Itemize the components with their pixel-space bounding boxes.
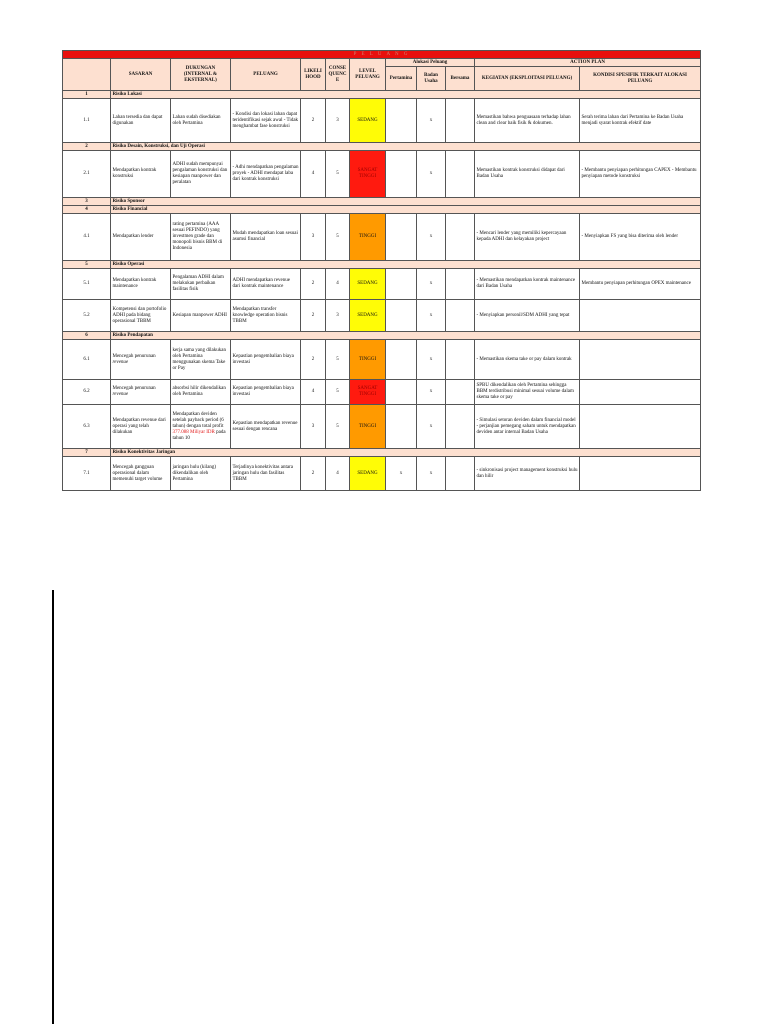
cell-badan-usaha: x — [417, 300, 446, 332]
cell-kegiatan: - Menyiapkan personil/SDM ADHI yang tepat — [475, 300, 580, 332]
cell-pertamina — [386, 405, 417, 449]
cell-kondisi — [580, 380, 701, 405]
cell-sasaran: Mendapatkan revenue dari operasi yang telah dilakukan — [111, 405, 171, 449]
dukungan-text-end: pada tahun 10 — [172, 429, 226, 441]
cell-sasaran: Mendapatkan kontrak konstruksi — [111, 151, 171, 198]
cell-pertamina — [386, 214, 417, 261]
category-number: 4 — [63, 206, 111, 214]
table-row — [63, 269, 701, 300]
table-row — [63, 457, 701, 491]
cell-consequence: 4 — [326, 457, 350, 491]
cell-likelihood: 2 — [301, 457, 326, 491]
header-pertamina: Pertamina — [386, 67, 417, 91]
cell-likelihood: 4 — [301, 380, 326, 405]
cell-bersama — [446, 340, 475, 380]
cell-bersama — [446, 380, 475, 405]
header-sasaran: SASARAN — [111, 59, 171, 91]
cell-peluang: ADHI mendapatkan revenue dari kontrak maintenance — [231, 269, 301, 300]
cell-peluang: Kepastian mendapatkan revenue sesuai dengan rencana — [231, 405, 301, 449]
cell-pertamina — [386, 300, 417, 332]
cell-peluang: Mendapatkan transfer knowledge operation bisnis TBBM — [231, 300, 301, 332]
cell-consequence: 5 — [326, 151, 350, 198]
category-number: 7 — [63, 449, 111, 457]
cell-badan-usaha: x — [417, 151, 446, 198]
level-badge: SEDANG — [350, 99, 386, 143]
table-row — [63, 340, 701, 380]
cell-badan-usaha: x — [417, 99, 446, 143]
cell-kondisi: - Membantu penyiapan perhitungan CAPEX - Membantu penyiapan metode konstruksi — [580, 151, 701, 198]
cell-dukungan: rating pertamina (AAA sesuai PEFINDO) yang investmen grade dan monopoli bisnis BBM di Indonesia — [171, 214, 231, 261]
table-row — [63, 380, 701, 405]
cell-consequence: 4 — [326, 269, 350, 300]
cell-badan-usaha: x — [417, 214, 446, 261]
cell-peluang: - Adhi mendapatkan pengalaman proyek - ADHI mendapat laba dari kontrak konstruksi — [231, 151, 301, 198]
cell-peluang: Kepastian pengembalian biaya investasi — [231, 340, 301, 380]
row-number: 4.1 — [63, 214, 111, 261]
header-alokasi-group: Alokasi Peluang — [386, 59, 475, 67]
sasaran-emphasis: revenue — [112, 359, 129, 365]
peluang-table — [62, 50, 701, 491]
cell-pertamina — [386, 269, 417, 300]
cell-sasaran — [111, 340, 171, 380]
category-row — [63, 206, 701, 214]
level-badge: SEDANG — [350, 269, 386, 300]
cell-pertamina — [386, 380, 417, 405]
cell-peluang: Mudah mendapatkan loan sesuai asumsi financial — [231, 214, 301, 261]
cell-dukungan: absorbsi hilir dikendalikan oleh Pertamina — [171, 380, 231, 405]
cell-sasaran: Mencegah gangguan operasional dalam memenuhi target volume — [111, 457, 171, 491]
header-row-1 — [63, 59, 701, 67]
category-row — [63, 198, 701, 206]
category-number: 1 — [63, 91, 111, 99]
cell-consequence: 3 — [326, 99, 350, 143]
cell-consequence: 5 — [326, 380, 350, 405]
cell-likelihood: 2 — [301, 300, 326, 332]
category-number: 3 — [63, 198, 111, 206]
cell-badan-usaha: x — [417, 340, 446, 380]
category-number: 2 — [63, 143, 111, 151]
cell-dukungan: Kesiapan manpower ADHI — [171, 300, 231, 332]
cell-likelihood: 2 — [301, 340, 326, 380]
category-row — [63, 449, 701, 457]
cell-bersama — [446, 151, 475, 198]
category-label: Risiko Lokasi — [111, 91, 701, 99]
cell-dukungan: kerja sama yang dilakukan oleh Pertamina menggunakan skema Take or Pay — [171, 340, 231, 380]
header-badan-usaha: Badan Usaha — [417, 67, 446, 91]
cell-kondisi: - Menyiapkan FS yang bisa diterima oleh lender — [580, 214, 701, 261]
cell-peluang: - Kondisi dan lokasi lahan dapat teridentifikasi sejak awal - Tidak menghambat fase konstruksi — [231, 99, 301, 143]
cell-kegiatan: Memastikan bahwa penguasaan terhadap lahan clean and clear baik fisik & dokumen. — [475, 99, 580, 143]
banner-row — [63, 51, 701, 59]
cell-kegiatan: - sinkronisasi project management konstruksi hulu dan hilir — [475, 457, 580, 491]
category-number: 5 — [63, 261, 111, 269]
level-badge: TINGGI — [350, 340, 386, 380]
cell-kegiatan: - Simulasi setoran deviden dalam financial model - perjanjian pemegang saham untuk mendapatkan deviden antar internal Badan Usaha — [475, 405, 580, 449]
cell-kondisi — [580, 300, 701, 332]
header-kondisi: KONDISI SPESIFIK TERKAIT ALOKASI PELUANG — [580, 67, 701, 91]
level-badge: SANGAT TINGGI — [350, 151, 386, 198]
cell-badan-usaha: x — [417, 457, 446, 491]
cell-badan-usaha: x — [417, 380, 446, 405]
level-badge: SEDANG — [350, 300, 386, 332]
cell-dukungan: jaringan hulu (kilang) dikendalikan oleh Pertamina — [171, 457, 231, 491]
row-number: 6.1 — [63, 340, 111, 380]
cell-dukungan: ADHI sudah mempunyai pengalaman konstruksi dan kesiapan manpower dan peralatan — [171, 151, 231, 198]
category-label: Risiko Financial — [111, 206, 701, 214]
cell-kegiatan: - Memastikan mendapatkan kontrak maintenance dari Badan Usaha — [475, 269, 580, 300]
table-row — [63, 99, 701, 143]
row-number: 5.1 — [63, 269, 111, 300]
cell-consequence: 3 — [326, 300, 350, 332]
cell-kegiatan: - Memastikan skema take or pay dalam kontrak — [475, 340, 580, 380]
cell-pertamina: x — [386, 457, 417, 491]
cell-dukungan — [171, 405, 231, 449]
cell-peluang: Kepastian pengembalian biaya investasi — [231, 380, 301, 405]
cell-bersama — [446, 405, 475, 449]
cell-kondisi: Membantu penyiapan perhitungan OPEX maintenance — [580, 269, 701, 300]
category-label: Risiko Operasi — [111, 261, 701, 269]
cell-kegiatan: SPBU dikendalikan oleh Pertamina sehingga BBM terdistribusi minimal sesuai volume dalam skema take or pay — [475, 380, 580, 405]
row-number: 1.1 — [63, 99, 111, 143]
header-bersama: Bersama — [446, 67, 475, 91]
sasaran-emphasis: revenue — [112, 392, 129, 397]
cell-bersama — [446, 214, 475, 261]
cell-bersama — [446, 99, 475, 143]
cell-consequence: 5 — [326, 405, 350, 449]
category-label: Risiko Desain, Konstruksi, dan Uji Operasi — [111, 143, 701, 151]
level-badge: SANGAT TINGGI — [350, 380, 386, 405]
table-row — [63, 405, 701, 449]
cell-pertamina — [386, 99, 417, 143]
header-level: LEVEL PELUANG — [350, 59, 386, 91]
cell-sasaran: Mendapatkan kontrak maintenance — [111, 269, 171, 300]
header-action-plan: ACTION PLAN — [475, 59, 701, 67]
cell-badan-usaha: x — [417, 269, 446, 300]
cell-bersama — [446, 269, 475, 300]
category-row — [63, 332, 701, 340]
cell-kondisi — [580, 457, 701, 491]
table-row — [63, 151, 701, 198]
cell-badan-usaha: x — [417, 405, 446, 449]
header-consequence: CONSE QUENC E — [326, 59, 350, 91]
cell-kondisi — [580, 340, 701, 380]
category-number: 6 — [63, 332, 111, 340]
header-peluang: PELUANG — [231, 59, 301, 91]
category-label: Risiko Konektivitas Jaringan — [111, 449, 701, 457]
cell-pertamina — [386, 340, 417, 380]
category-label: Risiko Pendapatan — [111, 332, 701, 340]
dukungan-text: Mendapatkan deviden setelah payback period (6 tahun) dengan total profit — [172, 411, 224, 429]
cell-kondisi: Serah terima lahan dari Pertamina ke Badan Usaha menjadi syarat kontrak efektif date — [580, 99, 701, 143]
cell-dukungan: Lahan sudah disediakan oleh Pertamina — [171, 99, 231, 143]
profit-amount: 377.088 Miliyar IDR — [172, 429, 215, 435]
row-number: 5.2 — [63, 300, 111, 332]
cell-sasaran — [111, 380, 171, 405]
table-row — [63, 214, 701, 261]
cell-kegiatan: - Mencari lender yang memiliki kepercayaan kepada ADHI dan kelayakan project — [475, 214, 580, 261]
cell-sasaran: Lahan tersedia dan dapat digunakan — [111, 99, 171, 143]
cell-sasaran: Kompetensi dan portofolio ADHI pada bidang operasional TBBM — [111, 300, 171, 332]
header-dukungan: DUKUNGAN (INTERNAL & EKSTERNAL) — [171, 59, 231, 91]
sasaran-text: Mencegah penurunan — [112, 353, 156, 359]
level-badge: SEDANG — [350, 457, 386, 491]
header-no — [63, 59, 111, 91]
cell-bersama — [446, 300, 475, 332]
cell-dukungan: Pengalaman ADHI dalam melakukan perbaikan fasilitas fisik — [171, 269, 231, 300]
level-badge: TINGGI — [350, 405, 386, 449]
category-row — [63, 261, 701, 269]
row-number: 2.1 — [63, 151, 111, 198]
cell-likelihood: 3 — [301, 405, 326, 449]
cell-sasaran: Mendapatkan lender — [111, 214, 171, 261]
banner-title: P E L U A N G — [63, 51, 701, 59]
cell-likelihood: 3 — [301, 214, 326, 261]
cell-consequence: 5 — [326, 340, 350, 380]
row-number: 7.1 — [63, 457, 111, 491]
cell-bersama — [446, 457, 475, 491]
cell-pertamina — [386, 151, 417, 198]
category-row — [63, 91, 701, 99]
header-likelihood: LIKELI HOOD — [301, 59, 326, 91]
level-badge: TINGGI — [350, 214, 386, 261]
cell-likelihood: 2 — [301, 269, 326, 300]
table-row — [63, 300, 701, 332]
category-row — [63, 143, 701, 151]
header-kegiatan: KEGIATAN (EKSPLOITASI PELUANG) — [475, 67, 580, 91]
cell-likelihood: 4 — [301, 151, 326, 198]
row-number: 6.3 — [63, 405, 111, 449]
cell-consequence: 5 — [326, 214, 350, 261]
row-number: 6.2 — [63, 380, 111, 405]
cell-kegiatan: Memastikan kontrak konstruksi didapat dari Badan Usaha — [475, 151, 580, 198]
cell-likelihood: 2 — [301, 99, 326, 143]
cell-peluang: Terjadinya konektivitas antara jaringan hulu dan fasilitas TBBM — [231, 457, 301, 491]
sasaran-text: Mencegah penurunan — [112, 386, 156, 391]
page-left-rule — [52, 590, 54, 1024]
cell-kondisi — [580, 405, 701, 449]
category-label: Risiko Sponsor — [111, 198, 701, 206]
